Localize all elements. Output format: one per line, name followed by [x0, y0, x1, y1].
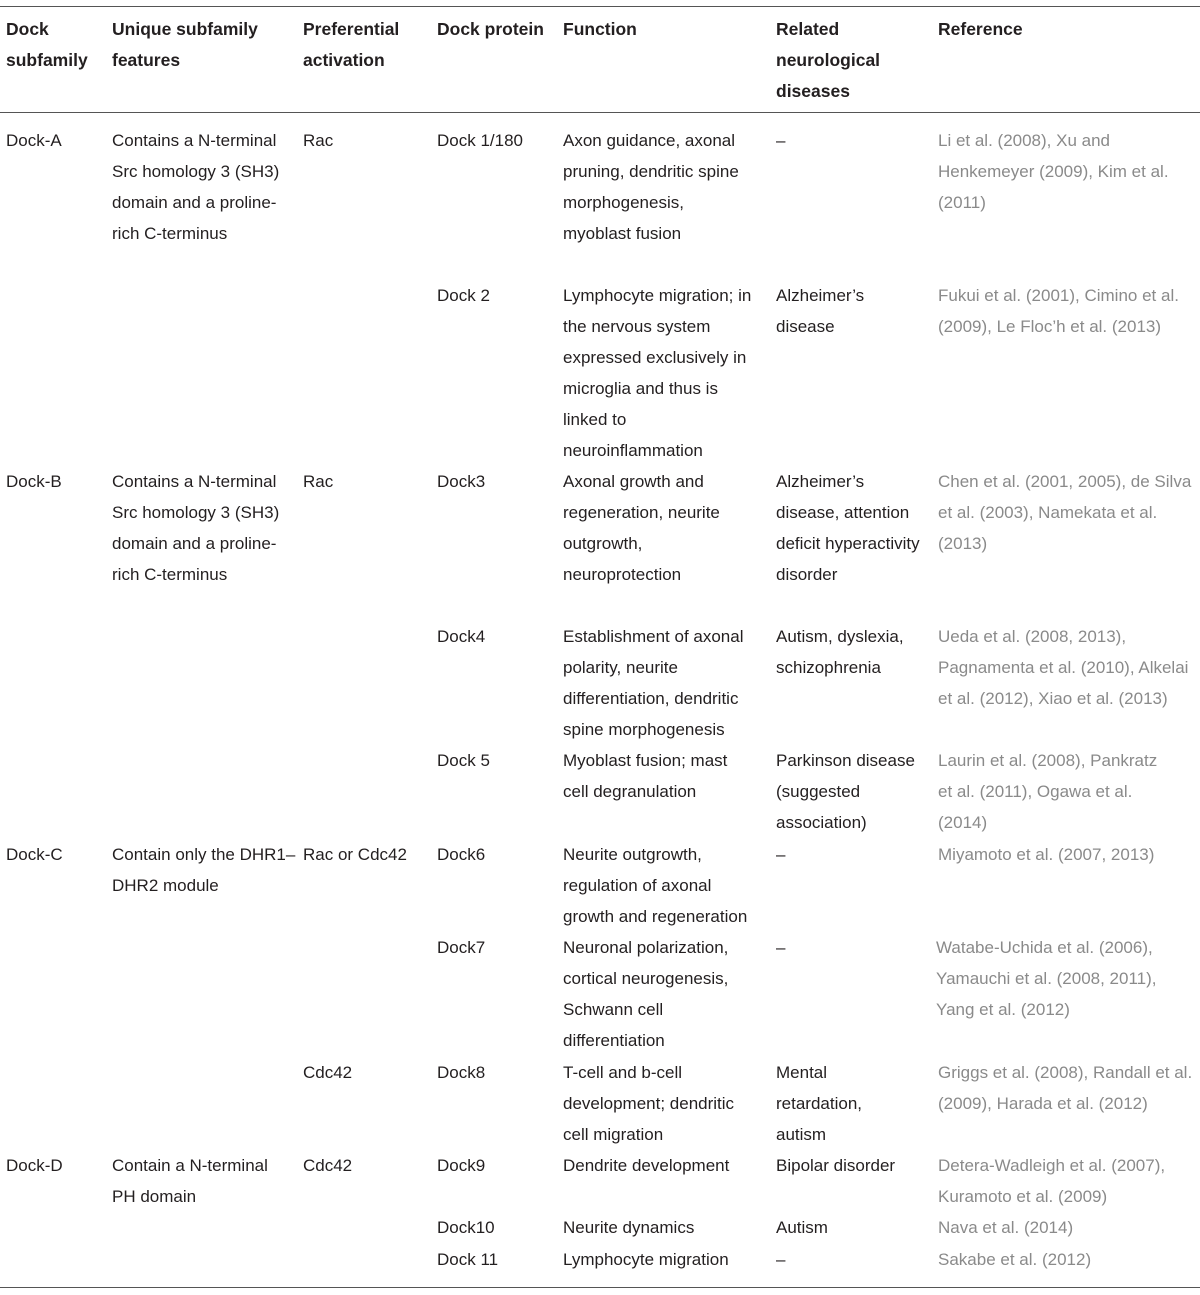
function-cell: T-cell and b-cell development; dendritic cell migration: [563, 1063, 735, 1144]
protein-cell: Dock 5: [437, 751, 490, 770]
diseases-cell: Mental retardation, autism: [776, 1063, 862, 1144]
diseases-cell: –: [776, 131, 786, 150]
diseases-cell: Autism: [776, 1218, 828, 1237]
protein-cell: Dock 1/180: [437, 131, 523, 150]
function-cell: Lymphocyte migration: [563, 1250, 729, 1269]
diseases-cell: Parkinson disease (suggested association): [776, 751, 915, 832]
diseases-cell: –: [776, 938, 786, 957]
features-cell: Contains a N-terminal Src homology 3 (SH3) domain and a proline-rich C-terminus: [112, 131, 280, 243]
header-features: Unique subfamily features: [112, 19, 258, 70]
diseases-cell: Alzheimer’s disease, attention deficit hyperactivity disorder: [776, 472, 920, 584]
reference-cell: Li et al. (2008), Xu and Henkemeyer (2009), Kim et al. (2011): [938, 131, 1169, 212]
function-cell: Myoblast fusion; mast cell degranulation: [563, 751, 728, 801]
table-top-rule: [0, 6, 1200, 7]
activation-cell: Rac: [303, 472, 334, 491]
protein-cell: Dock8: [437, 1063, 486, 1082]
activation-cell: Cdc42: [303, 1156, 353, 1175]
reference-cell: Detera-Wadleigh et al. (2007), Kuramoto et al. (2009): [938, 1156, 1166, 1206]
diseases-cell: Alzheimer’s disease: [776, 286, 865, 336]
protein-cell: Dock 11: [437, 1250, 499, 1269]
activation-cell: Rac or Cdc42: [303, 845, 407, 864]
reference-cell: Fukui et al. (2001), Cimino et al. (2009), Le Floc’h et al. (2013): [938, 286, 1179, 336]
header-protein: Dock protein: [437, 19, 544, 39]
function-cell: Lymphocyte migration; in the nervous system expressed exclusively in microglia and thus is linked to neuroinflammation: [563, 286, 752, 460]
activation-cell: Cdc42: [303, 1063, 353, 1082]
protein-cell: Dock10: [437, 1218, 495, 1237]
subfamily-cell: Dock-B: [6, 472, 62, 491]
reference-cell: Griggs et al. (2008), Randall et al. (2009), Harada et al. (2012): [938, 1063, 1193, 1113]
diseases-cell: –: [776, 1250, 786, 1269]
reference-cell: Watabe-Uchida et al. (2006), Yamauchi et al. (2008, 2011), Yang et al. (2012): [936, 938, 1157, 1019]
diseases-cell: Bipolar disorder: [776, 1156, 896, 1175]
reference-cell: Laurin et al. (2008), Pankratz et al. (2011), Ogawa et al. (2014): [938, 751, 1158, 832]
header-subfamily: Dock subfamily: [6, 19, 88, 70]
function-cell: Neurite outgrowth, regulation of axonal growth and regeneration: [563, 845, 748, 926]
subfamily-cell: Dock-D: [6, 1156, 63, 1175]
protein-cell: Dock4: [437, 627, 486, 646]
reference-cell: Ueda et al. (2008, 2013), Pagnamenta et al. (2010), Alkelai et al. (2012), Xiao et al. (2013): [938, 627, 1189, 708]
reference-cell: Sakabe et al. (2012): [938, 1250, 1092, 1269]
protein-cell: Dock9: [437, 1156, 486, 1175]
protein-cell: Dock6: [437, 845, 486, 864]
function-cell: Neurite dynamics: [563, 1218, 695, 1237]
header-diseases: Related neurological diseases: [776, 19, 881, 101]
diseases-cell: Autism, dyslexia, schizophrenia: [776, 627, 904, 677]
activation-cell: Rac: [303, 131, 334, 150]
header-reference: Reference: [938, 19, 1023, 39]
protein-cell: Dock 2: [437, 286, 490, 305]
header-activation: Preferential activation: [303, 19, 400, 70]
features-cell: Contain a N-terminal PH domain: [112, 1156, 268, 1206]
header-rule: [0, 112, 1200, 113]
features-cell: Contains a N-terminal Src homology 3 (SH3) domain and a proline-rich C-terminus: [112, 472, 280, 584]
function-cell: Axonal growth and regeneration, neurite outgrowth, neuroprotection: [563, 472, 720, 584]
function-cell: Dendrite development: [563, 1156, 730, 1175]
protein-cell: Dock7: [437, 938, 486, 957]
function-cell: Establishment of axonal polarity, neurite differentiation, dendritic spine morphogenesis: [563, 627, 744, 739]
reference-cell: Miyamoto et al. (2007, 2013): [938, 845, 1155, 864]
header-function: Function: [563, 19, 637, 39]
function-cell: Neuronal polarization, cortical neurogenesis, Schwann cell differentiation: [563, 938, 729, 1050]
table-bottom-rule: [0, 1287, 1200, 1288]
subfamily-cell: Dock-C: [6, 845, 63, 864]
protein-cell: Dock3: [437, 472, 486, 491]
reference-cell: Chen et al. (2001, 2005), de Silva et al. (2003), Namekata et al. (2013): [938, 472, 1192, 553]
features-cell: Contain only the DHR1–DHR2 module: [112, 845, 296, 895]
reference-cell: Nava et al. (2014): [938, 1218, 1074, 1237]
diseases-cell: –: [776, 845, 786, 864]
function-cell: Axon guidance, axonal pruning, dendritic spine morphogenesis, myoblast fusion: [563, 131, 739, 243]
subfamily-cell: Dock-A: [6, 131, 62, 150]
